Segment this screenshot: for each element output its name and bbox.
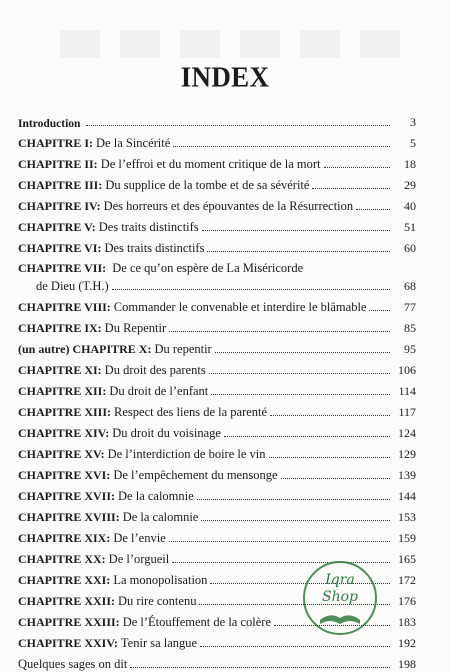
- dot-leader: [130, 667, 390, 668]
- entry-label: CHAPITRE VI:: [18, 241, 102, 255]
- index-entry[interactable]: [18, 256, 416, 294]
- entry-label: CHAPITRE XVII:: [18, 489, 116, 503]
- entry-page: 5: [410, 136, 416, 150]
- dot-leader: [207, 251, 390, 252]
- dot-leader: [173, 146, 390, 147]
- entry-title: Du droit des parents: [104, 363, 206, 377]
- index-entry[interactable]: [18, 294, 416, 315]
- dot-leader: [270, 415, 390, 416]
- watermark-line-1: Iqra: [325, 572, 355, 588]
- entry-title-continued: de Dieu (T.H.): [36, 279, 109, 293]
- entry-label: CHAPITRE XIII:: [18, 405, 112, 419]
- entry-label: CHAPITRE VII:: [18, 261, 107, 275]
- entry-page: 3: [410, 115, 416, 129]
- watermark-line-2: Shop: [322, 589, 358, 605]
- index-entry[interactable]: [18, 172, 416, 193]
- entry-title: Du repentir: [154, 342, 212, 356]
- entry-label: (un autre) CHAPITRE X:: [18, 342, 152, 356]
- entry-title: Du droit du voisinage: [112, 426, 221, 440]
- entry-title: Du supplice de la tombe et de sa sévérité: [105, 178, 310, 192]
- dot-leader: [202, 230, 390, 231]
- entry-first-line: [18, 261, 416, 279]
- entry-page: 153: [398, 510, 416, 524]
- entry-page: 159: [398, 531, 416, 545]
- dot-leader: [312, 188, 390, 189]
- index-entry[interactable]: [18, 462, 416, 483]
- entry-page: 114: [398, 384, 416, 398]
- iqra-shop-watermark: [300, 558, 380, 638]
- index-entry[interactable]: [18, 441, 416, 462]
- entry-label: CHAPITRE III:: [18, 178, 103, 192]
- entry-title: De l’effroi et du moment critique de la mort: [100, 157, 321, 171]
- entry-page: 106: [398, 363, 416, 377]
- entry-page: 165: [398, 552, 416, 566]
- entry-page: 139: [398, 468, 416, 482]
- entry-label: CHAPITRE XI:: [18, 363, 102, 377]
- dot-leader: [197, 499, 390, 500]
- index-entry[interactable]: [18, 504, 416, 525]
- entry-title: De l’orgueil: [108, 552, 170, 566]
- entry-title: Respect des liens de la parenté: [114, 405, 268, 419]
- entry-page: 183: [398, 615, 416, 629]
- faded-header-bleedthrough: [60, 30, 400, 58]
- entry-label: CHAPITRE XXIII:: [18, 615, 120, 629]
- entry-label: CHAPITRE XV:: [18, 447, 105, 461]
- entry-label: CHAPITRE XX:: [18, 552, 106, 566]
- entry-page: 40: [404, 199, 416, 213]
- entry-title: De la calomnie: [122, 510, 199, 524]
- entry-title: Du rire contenu: [118, 594, 197, 608]
- dot-leader: [211, 394, 390, 395]
- index-entry[interactable]: [18, 193, 416, 214]
- entry-label: CHAPITRE IX:: [18, 321, 102, 335]
- dot-leader: [169, 331, 390, 332]
- dot-leader: [169, 541, 390, 542]
- entry-page: 18: [404, 157, 416, 171]
- entry-page: 192: [398, 636, 416, 650]
- entry-label: CHAPITRE XXII:: [18, 594, 116, 608]
- index-entry[interactable]: [18, 399, 416, 420]
- entry-label: CHAPITRE XXIV:: [18, 636, 118, 650]
- entry-title: Des traits distinctifs: [104, 241, 205, 255]
- entry-title: Des horreurs et des épouvantes de la Résurrection: [103, 199, 354, 213]
- entry-label: CHAPITRE VIII:: [18, 300, 111, 314]
- index-entry[interactable]: [18, 483, 416, 504]
- index-entry[interactable]: [18, 235, 416, 256]
- entry-label: CHAPITRE IV:: [18, 199, 101, 213]
- entry-title: Tenir sa langue: [120, 636, 198, 650]
- dot-leader: [201, 520, 390, 521]
- entry-title: Du Repentir: [104, 321, 167, 335]
- entry-page: 60: [404, 241, 416, 255]
- entry-label: CHAPITRE XIX:: [18, 531, 111, 545]
- entry-label: CHAPITRE XVIII:: [18, 510, 120, 524]
- entry-page: 144: [398, 489, 416, 503]
- entry-label: Introduction: [18, 118, 81, 130]
- dot-leader: [209, 373, 390, 374]
- page-title: INDEX: [180, 61, 270, 93]
- entry-title: De la Sincérité: [96, 136, 171, 150]
- dot-leader: [269, 457, 390, 458]
- dot-leader: [112, 289, 390, 290]
- dot-leader: [215, 352, 390, 353]
- entry-title: Quelques sages on dit: [18, 657, 128, 671]
- entry-second-line: [18, 279, 416, 294]
- index-entry[interactable]: [18, 336, 416, 357]
- index-entry[interactable]: [18, 651, 416, 672]
- index-entry[interactable]: [18, 151, 416, 172]
- dot-leader: [324, 167, 390, 168]
- entry-page: 77: [404, 300, 416, 314]
- index-entry[interactable]: [18, 109, 416, 130]
- index-entry[interactable]: [18, 357, 416, 378]
- index-entry[interactable]: [18, 420, 416, 441]
- entry-page: 198: [398, 657, 416, 671]
- index-entry[interactable]: [18, 315, 416, 336]
- entry-label: CHAPITRE I:: [18, 136, 94, 150]
- entry-label: CHAPITRE V:: [18, 220, 96, 234]
- entry-title: De ce qu’on espère de La Miséricorde: [112, 261, 304, 275]
- entry-page: 29: [404, 178, 416, 192]
- entry-page: 117: [398, 405, 416, 419]
- index-entry[interactable]: [18, 525, 416, 546]
- dot-leader: [356, 209, 390, 210]
- entry-page: 95: [404, 342, 416, 356]
- entry-label: CHAPITRE XVI:: [18, 468, 111, 482]
- index-entry[interactable]: [18, 378, 416, 399]
- entry-label: CHAPITRE XII:: [18, 384, 107, 398]
- entry-title: De l’Étouffement de la colère: [122, 615, 271, 629]
- entry-title: Commander le convenable et interdire le blâmable: [113, 300, 367, 314]
- entry-title: Des traits distinctifs: [98, 220, 199, 234]
- dot-leader: [86, 125, 390, 126]
- entry-page: 176: [398, 594, 416, 608]
- index-entry[interactable]: [18, 214, 416, 235]
- entry-label: CHAPITRE XXI:: [18, 573, 111, 587]
- entry-page: 85: [404, 321, 416, 335]
- entry-title: Du droit de l’enfant: [109, 384, 209, 398]
- entry-title: La monopolisation: [113, 573, 208, 587]
- open-book-icon: [320, 615, 360, 624]
- entry-page: 172: [398, 573, 416, 587]
- entry-title: De l’empêchement du mensonge: [113, 468, 278, 482]
- entry-label: CHAPITRE II:: [18, 157, 98, 171]
- entry-label: CHAPITRE XIV:: [18, 426, 110, 440]
- entry-page: 68: [404, 279, 416, 293]
- index-entry[interactable]: [18, 130, 416, 151]
- dot-leader: [369, 310, 390, 311]
- entry-page: 124: [398, 426, 416, 440]
- dot-leader: [281, 478, 390, 479]
- dot-leader: [224, 436, 390, 437]
- entry-page: 51: [404, 220, 416, 234]
- dot-leader: [200, 646, 390, 647]
- entry-page: 129: [398, 447, 416, 461]
- entry-title: De l’envie: [113, 531, 166, 545]
- entry-title: De la calomnie: [118, 489, 194, 503]
- entry-title: De l’interdiction de boire le vin: [107, 447, 266, 461]
